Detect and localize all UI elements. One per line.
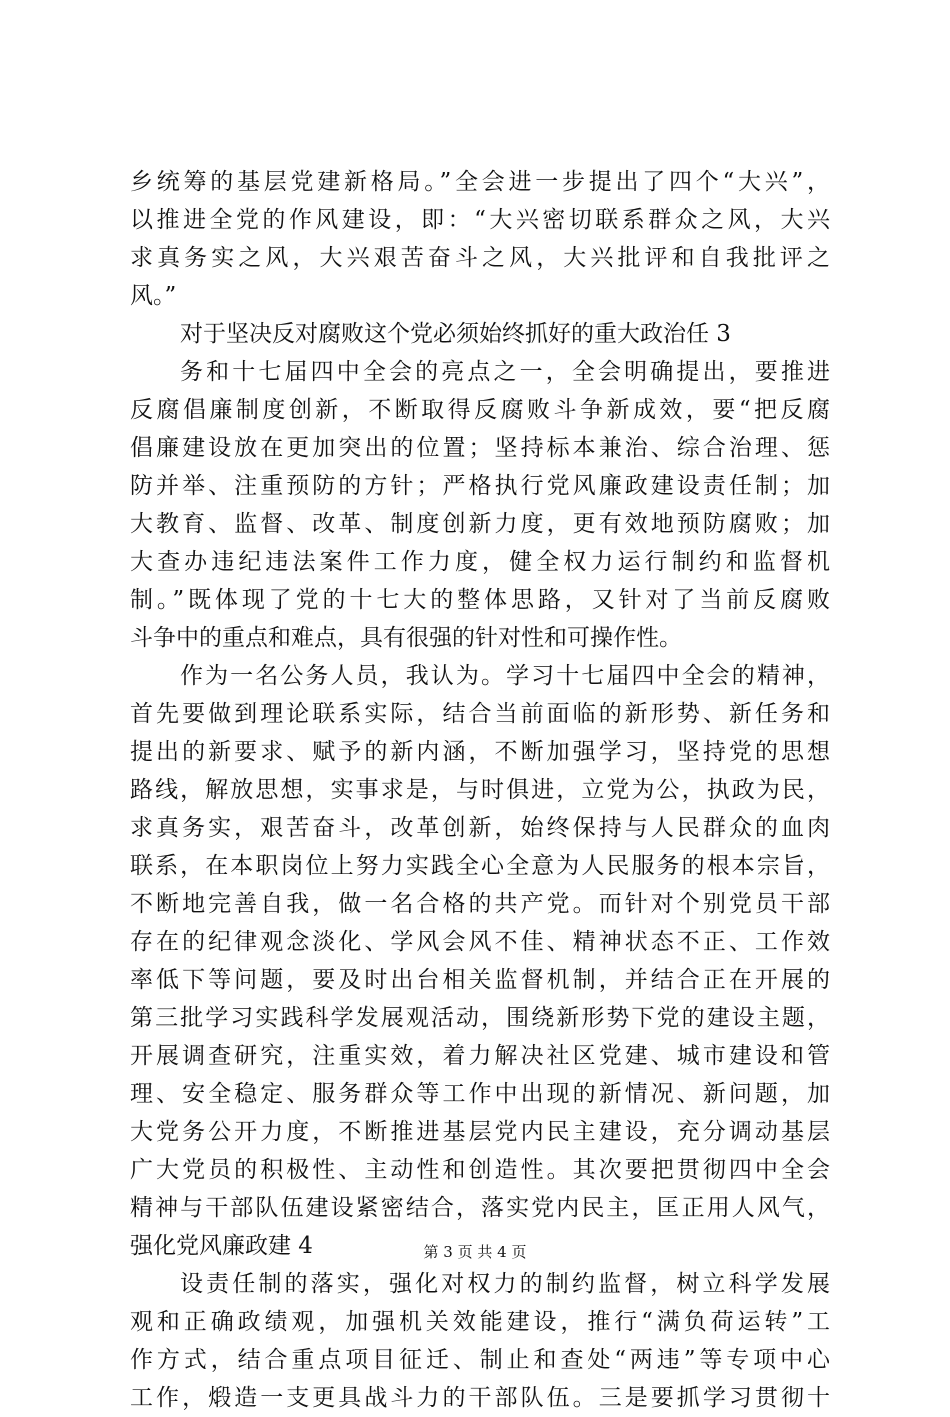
text-line: 倡廉建设放在更加突出的位置；坚持标本兼治、综合治理、惩 xyxy=(130,435,830,461)
text-line: 路线，解放思想，实事求是，与时俱进，立党为公，执政为民， xyxy=(130,777,830,803)
document-body xyxy=(130,163,830,1417)
text-line: 精神与干部队伍建设紧密结合，落实党内民主，匡正用人风气， xyxy=(130,1195,830,1221)
text-line: 开展调查研究，注重实效，着力解决社区党建、城市建设和管 xyxy=(130,1043,830,1069)
text-line: 存在的纪律观念淡化、学风会风不佳、精神状态不正、工作效 xyxy=(130,929,830,955)
text-line: 求真务实，艰苦奋斗，改革创新，始终保持与人民群众的血肉 xyxy=(130,815,830,841)
text-line: 联系，在本职岗位上努力实践全心全意为人民服务的根本宗旨， xyxy=(130,853,830,879)
text-line: 乡统筹的基层党建新格局。”全会进一步提出了四个“大兴”， xyxy=(130,169,830,195)
text-line: 设责任制的落实，强化对权力的制约监督，树立科学发展 xyxy=(180,1271,830,1297)
text-line: 求真务实之风，大兴艰苦奋斗之风，大兴批评和自我批评之 xyxy=(130,245,830,271)
text-line: 务和十七届四中全会的亮点之一，全会明确提出，要推进 xyxy=(180,359,830,385)
text-line: 广大党员的积极性、主动性和创造性。其次要把贯彻四中全会 xyxy=(130,1157,830,1183)
text-line: 防并举、注重预防的方针；严格执行党风廉政建设责任制；加 xyxy=(130,473,830,499)
text-line: 作方式，结合重点项目征迁、制止和查处“两违”等专项中心 xyxy=(130,1347,830,1373)
text-line: 风。” xyxy=(130,283,177,309)
text-line: 强化党风廉政建 4 xyxy=(130,1233,313,1259)
page-footer: 第 3 页 共 4 页 xyxy=(423,1243,527,1261)
text-line: 观和正确政绩观，加强机关效能建设，推行“满负荷运转”工 xyxy=(130,1309,830,1335)
text-line: 反腐倡廉制度创新，不断取得反腐败斗争新成效，要“把反腐 xyxy=(130,397,830,423)
text-line: 率低下等问题，要及时出台相关监督机制，并结合正在开展的 xyxy=(130,967,830,993)
text-line: 工作，煅造一支更具战斗力的干部队伍。三是要抓学习贯彻十 xyxy=(130,1385,830,1411)
text-line: 斗争中的重点和难点，具有很强的针对性和可操作性。 xyxy=(130,625,682,651)
text-line: 提出的新要求、赋予的新内涵，不断加强学习，坚持党的思想 xyxy=(130,739,830,765)
text-line: 大党务公开力度，不断推进基层党内民主建设，充分调动基层 xyxy=(130,1119,830,1145)
text-line: 第三批学习实践科学发展观活动，围绕新形势下党的建设主题， xyxy=(130,1005,830,1031)
text-line: 制。”既体现了党的十七大的整体思路，又针对了当前反腐败 xyxy=(130,587,830,613)
text-line: 对于坚决反对腐败这个党必须始终抓好的重大政治任 3 xyxy=(180,321,731,347)
text-line: 理、安全稳定、服务群众等工作中出现的新情况、新问题，加 xyxy=(130,1081,830,1107)
text-line: 不断地完善自我，做一名合格的共产党。而针对个别党员干部 xyxy=(130,891,830,917)
text-line: 作为一名公务人员，我认为。学习十七届四中全会的精神， xyxy=(180,663,830,689)
text-line: 大教育、监督、改革、制度创新力度，更有效地预防腐败；加 xyxy=(130,511,830,537)
text-line: 以推进全党的作风建设，即：“大兴密切联系群众之风，大兴 xyxy=(130,207,830,233)
text-line: 首先要做到理论联系实际，结合当前面临的新形势、新任务和 xyxy=(130,701,830,727)
text-line: 大查办违纪违法案件工作力度，健全权力运行制约和监督机 xyxy=(130,549,830,575)
